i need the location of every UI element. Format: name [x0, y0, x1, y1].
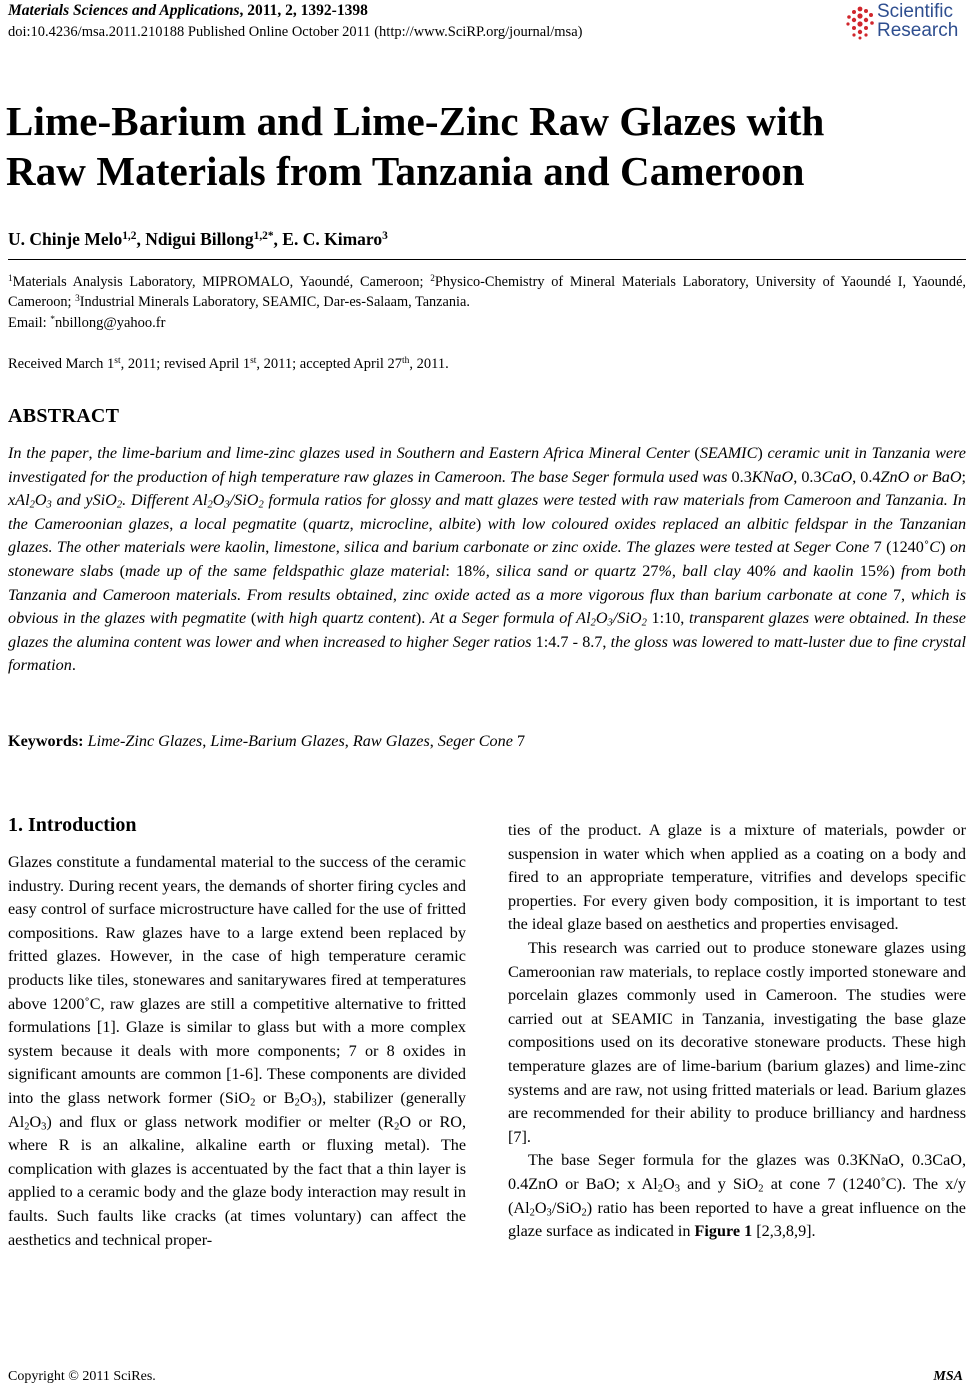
body-column-right	[508, 819, 966, 1244]
footer-journal: MSA	[933, 1369, 963, 1384]
keywords: Keywords: Lime-Zinc Glazes, Lime-Barium Glazes, Raw Glazes, Seger Cone 7	[8, 732, 526, 750]
footer-copyright: Copyright © 2011 SciRes.	[8, 1369, 156, 1384]
body-column-left	[8, 851, 466, 1252]
journal-citation	[8, 2, 368, 20]
doi-line: doi:10.4236/msa.2011.210188 Published Online October 2011 (http://www.SciRP.org/journal/msa)	[8, 24, 583, 40]
author-list: U. Chinje Melo$^{1,2}$, Ndigui Billong$^{1,2*}$, E. C. Kimaro$^3$	[8, 229, 388, 249]
email-link[interactable]: nbillong@yahoo.fr	[55, 315, 166, 331]
logo-dots-icon	[845, 6, 875, 40]
journal-name: Materials Sciences and Applications	[8, 2, 240, 19]
figure-reference[interactable]: Figure 1	[694, 1222, 753, 1241]
received-dates: Received March 1st, 2011; revised April 1st, 2011; accepted April 27th, 2011.	[8, 355, 449, 372]
paragraph: ties of the product. A glaze is a mixture of materials, powder or suspension in water which when applied as a coating on a body and fired to an appropriate temperature, vitrifies and develops specific properties. For every given body composition, it is important to test the ideal glaze based on aesthetics and properties envisaged.	[508, 821, 966, 934]
contact-email: Email: *nbillong@yahoo.fr	[8, 314, 166, 331]
logo-text: Scientific Research	[877, 1, 959, 41]
paragraph: This research was carried out to produce stoneware glazes using Cameroonian raw materials, to replace costly imported stoneware and porcelain glazes commonly used in Cameroon. The studies were carried out at SEAMIC in Tanzania, investigating the base glaze compositions used on its decorative stoneware products. These high temperature glazes are of lime-barium (barium glazes) and lime-zinc systems and are raw, not using fritted materials or lead. Barium glazes are recommended for their ability to produce brilliancy and hardness [7].	[508, 938, 966, 1146]
abstract-text: In the paper, the lime-barium and lime-zinc glazes used in Southern and Eastern Africa Mineral Center (SEAMIC) ceramic unit in Tanzania were investigated for the production of high temperature raw glazes in Cameroon. The base Seger formula used was 0.3KNaO, 0.3CaO, 0.4ZnO or BaO; $xAl_2O_3$ and ySiO$_2$. Different $Al_2O_3/SiO_2$ formula ratios for glossy and matt glazes were tested with raw materials from Cameroon and Tanzania. In the Cameroonian glazes, a local pegmatite (quartz, microcline, albite) with low coloured oxides replaced an albitic feldspar in the Tanzanian glazes. The other materials were kaolin, limestone, silica and barium carbonate or zinc oxide. The glazes were tested at Seger Cone 7 (1240˚C) on stoneware slabs (made up of the same feldspathic glaze material: 18%, silica sand or quartz 27%, ball clay 40% and kaolin 15%) from both Tanzania and Cameroon materials. From results obtained, zinc oxide acted as a more vigorous flux than barium carbonate at cone 7, which is obvious in the glazes with pegmatite (with high quartz content). At a Seger formula of $Al_2O_3/SiO_2$ 1:10, transparent glazes were obtained. In these glazes the alumina content was lower and when increased to higher Seger ratios 1:4.7 - 8.7, the gloss was lowered to matt-luster due to fine crystal formation.	[8, 444, 967, 675]
publisher-logo	[845, 2, 967, 42]
section-heading: 1. Introduction	[8, 814, 137, 836]
paragraph: Glazes constitute a fundamental material to the success of the ceramic industry. During recent years, the demands of shorter firing cycles and easy control of surface microstructure have called for the use of fritted compositions. Raw glazes have to a large extend been replaced by fritted glazes. However, in the case of high temperature ceramic products like tiles, stonewares and sanitarywares fired at temperatures above 1200˚C, raw glazes are still a competitive alternative to fritted formulations [1]. Glaze is similar to glass but with a more complex system because it deals with more components; 7 or 8 oxides in significant amounts are common [1-6]. These components are divided into the glass network former (SiO$_2$ or $B_2O_3$), stabilizer (generally $Al_2O_3$) and flux or glass network modifier or melter ($R_2O$ or RO, where R is an alkaline, alkaline earth or fluxing metal). The complication with glazes is accentuated by the fact that a thin layer is applied to a ceramic body and the glaze body interaction may result in faults. Such faults like cracks (at times voluntary) can affect the aesthetics and technical proper-	[8, 853, 467, 1249]
abstract-heading: ABSTRACT	[8, 405, 120, 427]
journal-volume: , 2011, 2, 1392-1398	[239, 2, 368, 19]
affiliations: $^1$Materials Analysis Laboratory, MIPROMALO, Yaoundé, Cameroon; $^2$Physico-Chemistry of Mineral Materials Laboratory, University of Yaoundé I, Yaoundé, Cameroon; $^3$Industrial Minerals Laboratory, SEAMIC, Dar-es-Salaam, Tanzania.	[8, 273, 967, 310]
paper-title: Lime-Barium and Lime-Zinc Raw Glazes with Raw Materials from Tanzania and Cameroon	[6, 98, 825, 194]
divider	[8, 259, 966, 260]
paragraph: The base Seger formula for the glazes was 0.3KNaO, 0.3CaO, 0.4ZnO or BaO; x $Al_2O_3$ and y SiO$_2$ at cone 7 (1240˚C). The x/y $(Al_2O_3/SiO_2)$ ratio has been reported to have a great influence on the glaze surface as indicated in Figure 1 [2,3,8,9].	[508, 1151, 966, 1241]
